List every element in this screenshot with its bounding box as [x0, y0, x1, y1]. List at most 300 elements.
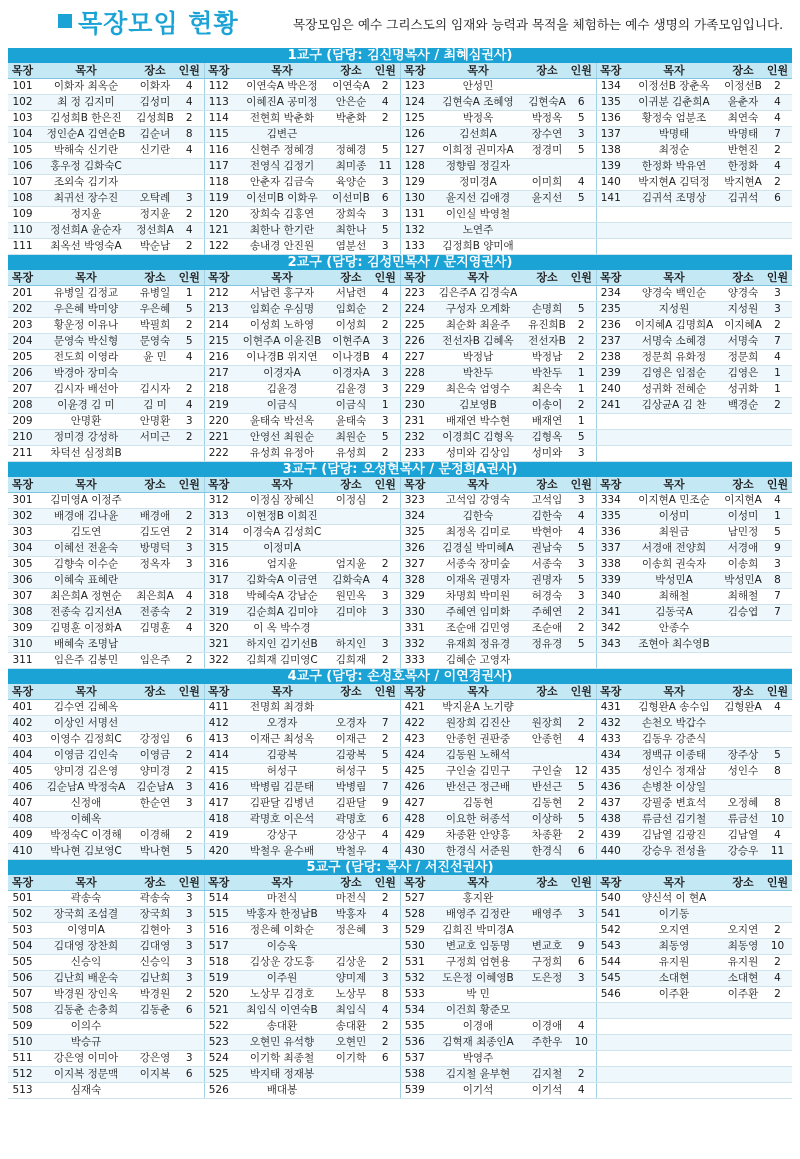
member-count: 3	[175, 907, 204, 923]
mokja-names: 이정선B 장춘옥	[625, 79, 723, 95]
place: 이기석	[527, 1083, 567, 1099]
moksang-number: 120	[204, 207, 233, 223]
place	[527, 239, 567, 255]
moksang-number: 543	[596, 939, 625, 955]
moksang-number: 222	[204, 446, 233, 462]
place: 안종헌	[527, 732, 567, 748]
mokja-names: 김동춘 손충희	[37, 1003, 135, 1019]
place: 김난희	[135, 971, 175, 987]
member-count: 2	[763, 955, 792, 971]
col-header-moksang: 목장	[400, 477, 429, 493]
mokja-names: 정은혜 이화순	[233, 923, 331, 939]
table-row	[8, 971, 792, 987]
member-count	[567, 891, 596, 907]
moksang-number: 329	[400, 589, 429, 605]
mokja-names: 윤지선 김애경	[429, 191, 527, 207]
place: 신기란	[135, 143, 175, 159]
mokja-names: 안종헌 권판중	[429, 732, 527, 748]
place: 김귀석	[723, 191, 763, 207]
moksang-number: 417	[204, 796, 233, 812]
table-row	[8, 366, 792, 382]
mokja-names: 한정화 박유연	[625, 159, 723, 175]
place	[723, 780, 763, 796]
mokja-names: 이상인 서명선	[37, 716, 135, 732]
place: 문영숙	[135, 334, 175, 350]
place: 이상하	[527, 812, 567, 828]
moksang-number: 526	[204, 1083, 233, 1099]
place	[723, 446, 763, 462]
mokja-names: 이성희 노하영	[233, 318, 331, 334]
moksang-number: 115	[204, 127, 233, 143]
moksang-number: 341	[596, 605, 625, 621]
member-count: 3	[567, 446, 596, 462]
moksang-number: 433	[596, 732, 625, 748]
mokja-names: 하지인 김기선B	[233, 637, 331, 653]
moksang-number: 323	[400, 493, 429, 509]
moksang-number: 211	[8, 446, 37, 462]
member-count: 4	[371, 350, 400, 366]
member-count: 1	[567, 366, 596, 382]
place	[135, 573, 175, 589]
col-header-moksang: 목장	[400, 270, 429, 286]
district-header: 2교구 (담당: 김성민목사 / 문지영권사)	[8, 255, 792, 270]
col-header-count: 인원	[371, 684, 400, 700]
moksang-number: 525	[204, 1067, 233, 1083]
member-count	[175, 175, 204, 191]
place: 전선자B	[527, 334, 567, 350]
member-count	[763, 653, 792, 669]
mokja-names: 서종숙 장미숲	[429, 557, 527, 573]
member-count: 2	[567, 318, 596, 334]
mokja-names: 김지철 윤부현	[429, 1067, 527, 1083]
moksang-number: 122	[204, 239, 233, 255]
place: 서종숙	[527, 557, 567, 573]
mokja-names	[625, 430, 723, 446]
member-count: 8	[763, 573, 792, 589]
member-count: 9	[567, 939, 596, 955]
mokja-names: 김희진 박미경A	[429, 923, 527, 939]
member-count: 1	[763, 382, 792, 398]
place	[331, 541, 371, 557]
place: 최미종	[331, 159, 371, 175]
place	[723, 637, 763, 653]
member-count	[763, 1019, 792, 1035]
member-count	[763, 1083, 792, 1099]
moksang-number: 301	[8, 493, 37, 509]
table-row	[8, 1083, 792, 1099]
moksang-number: 506	[8, 971, 37, 987]
place	[331, 1083, 371, 1099]
place: 강은영	[135, 1051, 175, 1067]
moksang-number: 221	[204, 430, 233, 446]
place	[723, 1051, 763, 1067]
table-header-row	[8, 270, 792, 286]
member-count	[371, 127, 400, 143]
place: 원장희	[527, 716, 567, 732]
moksang-number: 325	[400, 525, 429, 541]
moksang-number: 425	[400, 764, 429, 780]
place: 정은혜	[331, 923, 371, 939]
col-header-mokja: 목자	[233, 477, 331, 493]
place: 권명자	[527, 573, 567, 589]
member-count: 10	[763, 812, 792, 828]
member-count: 6	[371, 1051, 400, 1067]
place: 정선희A	[135, 223, 175, 239]
mokja-names: 김경실 박미혜A	[429, 541, 527, 557]
member-count	[371, 1083, 400, 1099]
mokja-names	[625, 1083, 723, 1099]
moksang-number: 231	[400, 414, 429, 430]
moksang-number: 437	[596, 796, 625, 812]
mokja-names	[625, 1067, 723, 1083]
member-count: 5	[175, 844, 204, 860]
mokja-names: 김대영 장찬희	[37, 939, 135, 955]
place	[527, 207, 567, 223]
moksang-number: 207	[8, 382, 37, 398]
place: 육양순	[331, 175, 371, 191]
member-count	[763, 637, 792, 653]
title-square-icon	[58, 14, 72, 28]
moksang-number: 322	[204, 653, 233, 669]
moksang-number: 311	[8, 653, 37, 669]
member-count	[567, 239, 596, 255]
place	[723, 1003, 763, 1019]
mokja-names: 홍우정 김화숙C	[37, 159, 135, 175]
mokja-names: 박정숙C 이경해	[37, 828, 135, 844]
member-count: 3	[763, 286, 792, 302]
place: 안명환	[135, 414, 175, 430]
member-count: 3	[175, 891, 204, 907]
mokja-names: 서명숙 소혜경	[625, 334, 723, 350]
mokja-names: 손병찬 이상일	[625, 780, 723, 796]
place: 이정선B	[723, 79, 763, 95]
col-header-place: 장소	[331, 477, 371, 493]
mokja-names: 김보영B	[429, 398, 527, 414]
place	[723, 1019, 763, 1035]
place: 주한우	[527, 1035, 567, 1051]
col-header-count: 인원	[175, 875, 204, 891]
mokja-names: 김화숙A 이금연	[233, 573, 331, 589]
member-count	[567, 1051, 596, 1067]
page-subtitle: 목장모임은 예수 그리스도의 임재와 능력과 목적을 체험하는 예수 생명의 가족모임입니다.	[293, 17, 784, 32]
moksang-number: 116	[204, 143, 233, 159]
table-header-row	[8, 684, 792, 700]
place: 임회순	[331, 302, 371, 318]
place: 이미희	[527, 175, 567, 191]
place: 김희재	[331, 653, 371, 669]
moksang-number: 102	[8, 95, 37, 111]
mokja-names: 이기학 최종철	[233, 1051, 331, 1067]
moksang-number: 401	[8, 700, 37, 716]
member-count: 4	[175, 350, 204, 366]
col-header-count: 인원	[175, 684, 204, 700]
member-count: 3	[763, 302, 792, 318]
col-header-mokja: 목자	[625, 477, 723, 493]
table-row	[8, 493, 792, 509]
mokja-names: 이승욱	[233, 939, 331, 955]
mokja-names: 강필중 변효석	[625, 796, 723, 812]
moksang-number: 409	[8, 828, 37, 844]
moksang-number	[596, 653, 625, 669]
col-header-place: 장소	[331, 270, 371, 286]
mokja-names: 류금선 김기철	[625, 812, 723, 828]
moksang-number: 318	[204, 589, 233, 605]
place: 송대환	[331, 1019, 371, 1035]
mokja-names: 도은정 이혜영B	[429, 971, 527, 987]
place: 장수연	[527, 127, 567, 143]
moksang-number	[596, 1035, 625, 1051]
moksang-number: 540	[596, 891, 625, 907]
moksang-number: 111	[8, 239, 37, 255]
place: 권남숙	[527, 541, 567, 557]
member-count: 2	[175, 207, 204, 223]
place	[527, 891, 567, 907]
place	[723, 1067, 763, 1083]
member-count: 1	[175, 286, 204, 302]
moksang-number: 419	[204, 828, 233, 844]
moksang-number: 119	[204, 191, 233, 207]
mokja-names: 최정옥 김미로	[429, 525, 527, 541]
place: 장희숙	[331, 207, 371, 223]
moksang-number	[596, 223, 625, 239]
mokja-names: 김수연 김혜옥	[37, 700, 135, 716]
col-header-mokja: 목자	[625, 684, 723, 700]
member-count: 4	[371, 844, 400, 860]
moksang-number: 206	[8, 366, 37, 382]
moksang-number	[596, 446, 625, 462]
place: 이선미B	[331, 191, 371, 207]
moksang-number: 332	[400, 637, 429, 653]
member-count: 4	[763, 971, 792, 987]
moksang-number: 326	[400, 541, 429, 557]
member-count: 4	[175, 398, 204, 414]
mokja-names: 이주원	[233, 971, 331, 987]
mokja-names: 노연주	[429, 223, 527, 239]
place: 최동영	[723, 939, 763, 955]
mokja-names: 이영미A	[37, 923, 135, 939]
place: 반선근	[527, 780, 567, 796]
place: 박경원	[135, 987, 175, 1003]
place: 유성희	[331, 446, 371, 462]
table-row	[8, 589, 792, 605]
moksang-number: 523	[204, 1035, 233, 1051]
col-header-moksang: 목장	[400, 684, 429, 700]
member-count: 5	[567, 191, 596, 207]
place: 박병림	[331, 780, 371, 796]
member-count	[763, 780, 792, 796]
mokja-names: 조순애 김민영	[429, 621, 527, 637]
member-count: 5	[371, 764, 400, 780]
place: 유지원	[723, 955, 763, 971]
mokja-names: 김동국A	[625, 605, 723, 621]
moksang-number: 312	[204, 493, 233, 509]
mokja-names: 안춘자 김금숙	[233, 175, 331, 191]
moksang-number: 514	[204, 891, 233, 907]
place: 배경애	[135, 509, 175, 525]
moksang-number: 403	[8, 732, 37, 748]
moksang-number: 234	[596, 286, 625, 302]
moksang-number: 535	[400, 1019, 429, 1035]
place: 박필희	[135, 318, 175, 334]
member-count: 2	[175, 987, 204, 1003]
place	[527, 79, 567, 95]
place: 이송이	[527, 398, 567, 414]
moksang-number: 420	[204, 844, 233, 860]
member-count: 3	[175, 780, 204, 796]
place	[331, 621, 371, 637]
col-header-count: 인원	[567, 63, 596, 79]
mokja-names: 김상균A 김 찬	[625, 398, 723, 414]
mokja-names: 엄지윤	[233, 557, 331, 573]
moksang-number: 308	[8, 605, 37, 621]
col-header-place: 장소	[331, 875, 371, 891]
place: 오지연	[723, 923, 763, 939]
mokja-names: 배혜숙 조명남	[37, 637, 135, 653]
member-count: 4	[175, 223, 204, 239]
member-count: 1	[763, 509, 792, 525]
mokja-names: 김동우 강준식	[625, 732, 723, 748]
table-row	[8, 923, 792, 939]
place: 오경자	[331, 716, 371, 732]
moksang-number: 426	[400, 780, 429, 796]
mokja-names	[625, 1003, 723, 1019]
member-count: 4	[175, 589, 204, 605]
mokja-names: 양신석 이 현A	[625, 891, 723, 907]
mokja-names: 최정순	[625, 143, 723, 159]
moksang-number: 109	[8, 207, 37, 223]
mokja-names: 이정심 장혜신	[233, 493, 331, 509]
member-count	[567, 987, 596, 1003]
mokja-names: 변교호 임동명	[429, 939, 527, 955]
place: 박지현A	[723, 175, 763, 191]
place	[723, 239, 763, 255]
table-row	[8, 1035, 792, 1051]
mokja-names: 반선근 정근배	[429, 780, 527, 796]
moksang-number: 136	[596, 111, 625, 127]
col-header-place: 장소	[723, 477, 763, 493]
mokja-names: 박명태	[625, 127, 723, 143]
place: 곽송숙	[135, 891, 175, 907]
member-count: 7	[763, 334, 792, 350]
place	[527, 159, 567, 175]
member-count	[763, 891, 792, 907]
mokja-names: 정미경A	[429, 175, 527, 191]
moksang-number: 407	[8, 796, 37, 812]
mokja-names: 임회순 우심명	[233, 302, 331, 318]
moksang-number: 534	[400, 1003, 429, 1019]
table-row	[8, 95, 792, 111]
mokja-names: 구정희 엄현용	[429, 955, 527, 971]
mokja-names: 김혁재 최종인A	[429, 1035, 527, 1051]
mokja-names: 유병일 김정교	[37, 286, 135, 302]
member-count: 3	[567, 557, 596, 573]
col-header-mokja: 목자	[429, 875, 527, 891]
place: 변교호	[527, 939, 567, 955]
member-count	[371, 525, 400, 541]
mokja-names	[625, 223, 723, 239]
mokja-names: 우은혜 박미양	[37, 302, 135, 318]
moksang-number: 529	[400, 923, 429, 939]
moksang-number: 438	[596, 812, 625, 828]
place: 박현아	[527, 525, 567, 541]
mokja-names: 배재연 박수현	[429, 414, 527, 430]
mokja-names: 김변근	[233, 127, 331, 143]
place: 오정혜	[723, 796, 763, 812]
member-count: 8	[175, 127, 204, 143]
moksang-number: 134	[596, 79, 625, 95]
table-row	[8, 955, 792, 971]
member-count: 2	[371, 1019, 400, 1035]
place: 강상구	[331, 828, 371, 844]
moksang-number: 307	[8, 589, 37, 605]
mokja-names: 전종숙 김지선A	[37, 605, 135, 621]
moksang-number: 140	[596, 175, 625, 191]
col-header-moksang: 목장	[204, 270, 233, 286]
col-header-mokja: 목자	[233, 270, 331, 286]
place: 윤 민	[135, 350, 175, 366]
moksang-number: 342	[596, 621, 625, 637]
mokja-names: 김형완A 송수임	[625, 700, 723, 716]
member-count: 1	[567, 382, 596, 398]
member-count: 6	[371, 191, 400, 207]
place	[723, 223, 763, 239]
table-row	[8, 414, 792, 430]
moksang-number: 320	[204, 621, 233, 637]
member-count: 4	[175, 79, 204, 95]
place: 조순애	[527, 621, 567, 637]
mokja-names: 곽명호 이은석	[233, 812, 331, 828]
place	[331, 939, 371, 955]
moksang-number: 522	[204, 1019, 233, 1035]
col-header-place: 장소	[723, 63, 763, 79]
mokja-names: 김순남A 박정숙A	[37, 780, 135, 796]
mokja-names: 김동현	[429, 796, 527, 812]
member-count: 3	[371, 207, 400, 223]
member-count: 4	[567, 1019, 596, 1035]
member-count: 3	[371, 239, 400, 255]
member-count: 5	[763, 748, 792, 764]
place: 허성구	[331, 764, 371, 780]
place: 장주상	[723, 748, 763, 764]
member-count: 3	[567, 907, 596, 923]
district-table	[8, 477, 792, 669]
table-row	[8, 430, 792, 446]
moksang-number: 229	[400, 382, 429, 398]
col-header-moksang: 목장	[596, 684, 625, 700]
place	[331, 525, 371, 541]
place	[527, 923, 567, 939]
mokja-names: 이영금 김인숙	[37, 748, 135, 764]
member-count: 2	[371, 955, 400, 971]
moksang-number: 520	[204, 987, 233, 1003]
place: 손명희	[527, 302, 567, 318]
place: 안은순	[331, 95, 371, 111]
member-count: 2	[567, 398, 596, 414]
member-count: 2	[567, 1067, 596, 1083]
moksang-number: 321	[204, 637, 233, 653]
place: 김순남A	[135, 780, 175, 796]
place: 염분선	[331, 239, 371, 255]
place: 최원순	[331, 430, 371, 446]
member-count: 7	[763, 127, 792, 143]
member-count: 2	[567, 796, 596, 812]
member-count	[175, 446, 204, 462]
moksang-number: 334	[596, 493, 625, 509]
mokja-names: 배경애 김나윤	[37, 509, 135, 525]
place: 이연숙A	[331, 79, 371, 95]
member-count: 8	[763, 764, 792, 780]
member-count	[175, 1019, 204, 1035]
